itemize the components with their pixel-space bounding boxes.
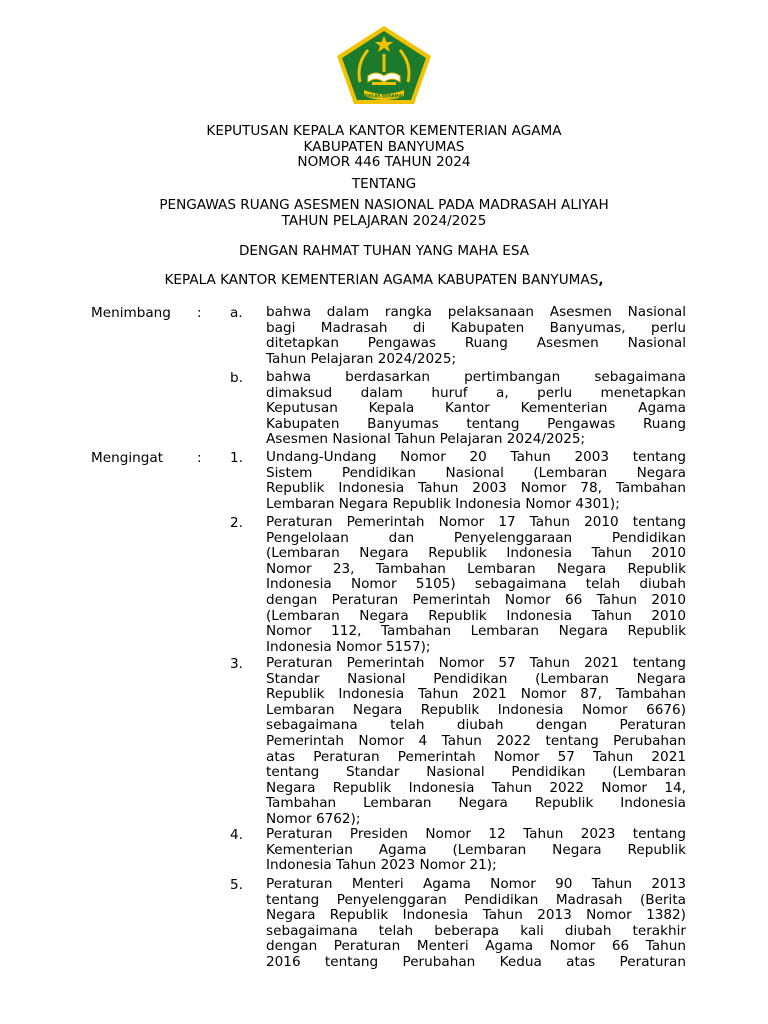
text-line: Indonesia Tahun 2023 Nomor 21); bbox=[266, 857, 497, 874]
text-line: dimaksud dalam huruf a, perlu menetapkan bbox=[266, 384, 686, 401]
text-line: Kementerian Agama (Lembaran Negara Republik bbox=[266, 841, 686, 858]
text-line: Peraturan Pemerintah Nomor 57 Tahun 2021 tentang bbox=[266, 655, 686, 671]
item-marker: b. bbox=[230, 370, 243, 386]
text-line: dengan Peraturan Menteri Agama Nomor 66 Tahun bbox=[266, 938, 686, 955]
text-line: Negara Republik Indonesia Tahun 2013 Nomor 1382) bbox=[266, 907, 686, 924]
item-marker: 2. bbox=[230, 515, 243, 531]
menimbang-label: Menimbang bbox=[91, 305, 171, 321]
kepala-punct: , bbox=[598, 272, 604, 288]
rahmat-line: DENGAN RAHMAT TUHAN YANG MAHA ESA bbox=[238, 243, 530, 259]
text-line: Standar Nasional Pendidikan (Lembaran Negara bbox=[266, 670, 686, 687]
text-line: sebagaimana telah beberapa kali diubah terakhir bbox=[266, 922, 686, 939]
text-line: ditetapkan Pengawas Ruang Asesmen Nasional bbox=[266, 335, 686, 352]
item-marker: 1. bbox=[230, 450, 243, 466]
text-line: Pemerintah Nomor 4 Tahun 2022 tentang Perubahan bbox=[266, 732, 686, 749]
logo-ribbon-text: IKHLAS BERAMAL bbox=[363, 93, 405, 99]
item-marker: 3. bbox=[230, 656, 243, 672]
text-line: dengan Peraturan Pemerintah Nomor 66 Tahun 2010 bbox=[266, 591, 686, 608]
item-text bbox=[266, 305, 686, 367]
text-line: Tambahan Lembaran Negara Republik Indonesia bbox=[266, 795, 686, 812]
item-marker: 5. bbox=[230, 877, 243, 893]
mengingat-label: Mengingat bbox=[91, 450, 164, 466]
text-line: bagi Madrasah di Kabupaten Banyumas, perlu bbox=[266, 319, 686, 336]
tentang-heading: TENTANG bbox=[351, 176, 417, 192]
subject-line-1: PENGAWAS RUANG ASESMEN NASIONAL PADA MADRASAH ALIYAH bbox=[159, 197, 609, 213]
text-line: Nomor 112, Tambahan Lembaran Negara Republik bbox=[266, 623, 686, 640]
item-marker: 4. bbox=[230, 827, 243, 843]
text-line: bahwa dalam rangka pelaksanaan Asesmen Nasional bbox=[266, 304, 686, 320]
item-text bbox=[266, 515, 686, 655]
text-line: Republik Indonesia Tahun 2021 Nomor 87, Tambahan bbox=[266, 686, 686, 703]
kepala-line bbox=[0, 273, 768, 289]
text-line: Undang-Undang Nomor 20 Tahun 2003 tentang bbox=[266, 449, 686, 465]
kepala-text: KEPALA KANTOR KEMENTERIAN AGAMA KABUPATEN BANYUMAS bbox=[164, 272, 599, 288]
text-line: Tahun Pelajaran 2024/2025; bbox=[266, 350, 457, 367]
text-line: Pengelolaan dan Penyelenggaraan Pendidikan bbox=[266, 529, 686, 546]
menimbang-colon: : bbox=[197, 305, 202, 321]
text-line: Nomor 23, Tambahan Lembaran Negara Republik bbox=[266, 560, 686, 577]
text-line: Keputusan Kepala Kantor Kementerian Agama bbox=[266, 400, 686, 417]
text-line: tentang Penyelenggaran Pendidikan Madrasah (Berita bbox=[266, 891, 686, 908]
item-text bbox=[266, 656, 686, 828]
text-line: Peraturan Pemerintah Nomor 17 Tahun 2010 tentang bbox=[266, 514, 686, 530]
text-line: sebagaimana telah diubah dengan Peraturan bbox=[266, 717, 686, 734]
text-line: Lembaran Negara Republik Indonesia Nomor 4301); bbox=[266, 495, 620, 512]
header-line-1: KEPUTUSAN KEPALA KANTOR KEMENTERIAN AGAMA bbox=[206, 123, 562, 139]
item-text bbox=[266, 827, 686, 874]
text-line: Peraturan Presiden Nomor 12 Tahun 2023 tentang bbox=[266, 826, 686, 842]
text-line: Nomor 6762); bbox=[266, 810, 361, 827]
mengingat-colon: : bbox=[197, 450, 202, 466]
text-line: (Lembaran Negara Republik Indonesia Tahun 2010 bbox=[266, 607, 686, 624]
item-marker: a. bbox=[230, 305, 243, 321]
text-line: Indonesia Nomor 5157); bbox=[266, 638, 431, 655]
text-line: (Lembaran Negara Republik Indonesia Tahun 2010 bbox=[266, 545, 686, 562]
item-text bbox=[266, 370, 686, 448]
kemenag-logo bbox=[334, 24, 434, 106]
text-line: Asesmen Nasional Tahun Pelajaran 2024/2025; bbox=[266, 431, 586, 448]
text-line: atas Peraturan Pemerintah Nomor 57 Tahun 2021 bbox=[266, 748, 686, 765]
text-line: Negara Republik Indonesia Tahun 2022 Nomor 14, bbox=[266, 779, 686, 796]
header-line-3: NOMOR 446 TAHUN 2024 bbox=[297, 154, 471, 170]
text-line: bahwa berdasarkan pertimbangan sebagaimana bbox=[266, 369, 686, 385]
text-line: Sistem Pendidikan Nasional (Lembaran Negara bbox=[266, 464, 686, 481]
text-line: Indonesia Nomor 5105) sebagaimana telah diubah bbox=[266, 576, 686, 593]
header-line-2: KABUPATEN BANYUMAS bbox=[303, 138, 465, 155]
text-line: Republik Indonesia Tahun 2003 Nomor 78, Tambahan bbox=[266, 480, 686, 497]
subject-block bbox=[0, 198, 768, 229]
item-text bbox=[266, 877, 686, 971]
text-line: Kabupaten Banyumas tentang Pengawas Ruang bbox=[266, 415, 686, 432]
text-line: tentang Standar Nasional Pendidikan (Lembaran bbox=[266, 764, 686, 781]
text-line: Peraturan Menteri Agama Nomor 90 Tahun 2013 bbox=[266, 876, 686, 892]
document-header bbox=[0, 124, 768, 171]
text-line: Lembaran Negara Republik Indonesia Nomor 6676) bbox=[266, 701, 686, 718]
item-text bbox=[266, 450, 686, 512]
text-line: 2016 tentang Perubahan Kedua atas Peraturan bbox=[266, 953, 686, 970]
subject-line-2: TAHUN PELAJARAN 2024/2025 bbox=[281, 212, 487, 229]
